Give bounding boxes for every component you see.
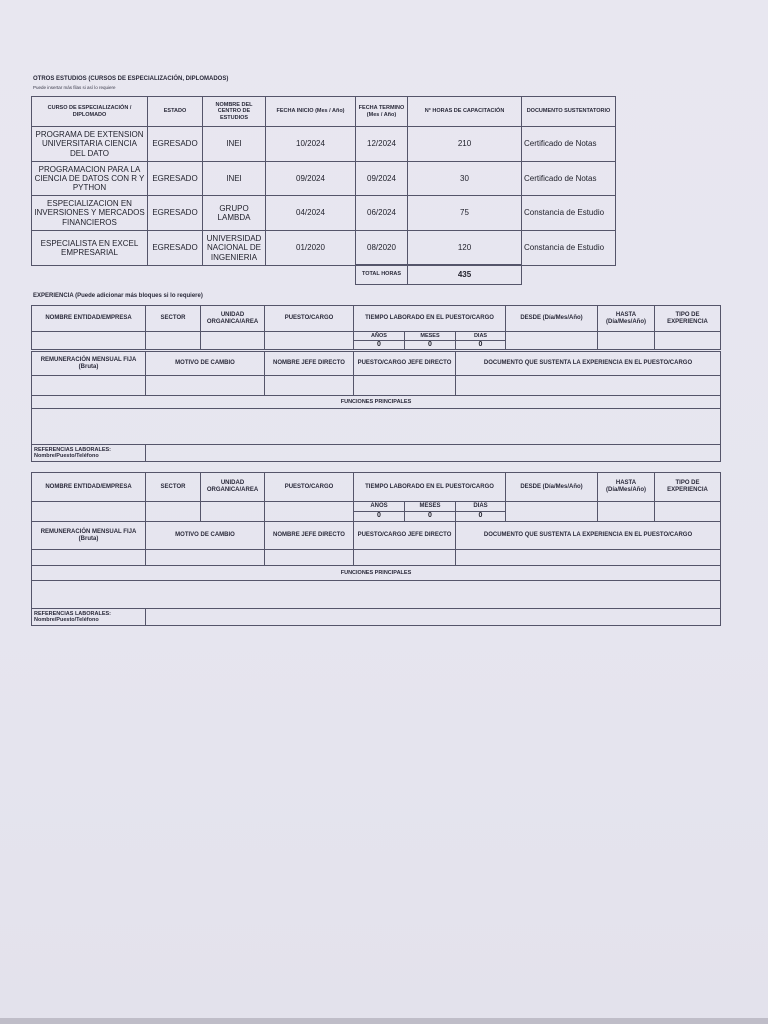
- horas-cell: 75: [408, 196, 522, 231]
- header-hasta: HASTA (Día/Mes/Año): [598, 473, 655, 502]
- otros-estudios-table: [31, 96, 616, 266]
- header-dias: DIAS: [456, 502, 506, 512]
- header-fecha-termino: FECHA TERMINO (Mes / Año): [356, 97, 408, 127]
- documento-cell: Certificado de Notas: [522, 127, 616, 162]
- curso-cell: ESPECIALISTA EN EXCEL EMPRESARIAL: [32, 231, 148, 266]
- header-unidad: UNIDAD ORGANICA/AREA: [201, 473, 265, 502]
- table-row: [32, 127, 616, 162]
- header-tipo: TIPO DE EXPERIENCIA: [655, 306, 721, 332]
- puesto-jefe-value-cell: [354, 550, 456, 566]
- estado-cell: EGRESADO: [148, 231, 203, 266]
- sector-value-cell: [146, 502, 201, 522]
- sector-value-cell: [146, 332, 201, 350]
- motivo-value-cell: [146, 550, 265, 566]
- header-documento-exp: DOCUMENTO QUE SUSTENTA LA EXPERIENCIA EN EL PUESTO/CARGO: [456, 352, 721, 376]
- dias-value: 0: [456, 512, 506, 522]
- header-referencias: REFERENCIAS LABORALES: Nombre/Puesto/Teléfono: [32, 445, 146, 462]
- tipo-value-cell: [655, 332, 721, 350]
- otros-estudios-title: OTROS ESTUDIOS (CURSOS DE ESPECIALIZACIÓN, DIPLOMADOS): [33, 76, 229, 82]
- curso-cell: PROGRAMACION PARA LA CIENCIA DE DATOS CON R Y PYTHON: [32, 162, 148, 196]
- fecha-inicio-cell: 09/2024: [266, 162, 356, 196]
- header-centro: NOMBRE DEL CENTRO DE ESTUDIOS: [203, 97, 266, 127]
- header-motivo: MOTIVO DE CAMBIO: [146, 352, 265, 376]
- header-funciones: FUNCIONES PRINCIPALES: [32, 396, 721, 409]
- experiencia-title: EXPERIENCIA (Puede adicionar más bloques si lo requiere): [33, 293, 203, 299]
- header-puesto: PUESTO/CARGO: [265, 306, 354, 332]
- desde-value-cell: [506, 502, 598, 522]
- fecha-termino-cell: 09/2024: [356, 162, 408, 196]
- horas-cell: 120: [408, 231, 522, 266]
- jefe-value-cell: [265, 376, 354, 396]
- documento-cell: Certificado de Notas: [522, 162, 616, 196]
- experiencia-block-2: [31, 472, 721, 522]
- header-documento: DOCUMENTO SUSTENTATORIO: [522, 97, 616, 127]
- header-hasta: HASTA (Día/Mes/Año): [598, 306, 655, 332]
- experiencia-block-1: [31, 305, 721, 350]
- header-curso: CURSO DE ESPECIALIZACIÓN / DIPLOMADO: [32, 97, 148, 127]
- header-desde: DESDE (Día/Mes/Año): [506, 473, 598, 502]
- fecha-termino-cell: 06/2024: [356, 196, 408, 231]
- anos-value: 0: [354, 341, 405, 350]
- estado-cell: EGRESADO: [148, 196, 203, 231]
- table-row: [32, 162, 616, 196]
- header-documento-exp: DOCUMENTO QUE SUSTENTA LA EXPERIENCIA EN EL PUESTO/CARGO: [456, 522, 721, 550]
- header-funciones: FUNCIONES PRINCIPALES: [32, 566, 721, 581]
- hasta-value-cell: [598, 332, 655, 350]
- header-motivo: MOTIVO DE CAMBIO: [146, 522, 265, 550]
- puesto-value-cell: [265, 332, 354, 350]
- table-row: [32, 231, 616, 266]
- fecha-inicio-cell: 10/2024: [266, 127, 356, 162]
- header-jefe: NOMBRE JEFE DIRECTO: [265, 352, 354, 376]
- horas-cell: 210: [408, 127, 522, 162]
- referencias-value-cell: [146, 445, 721, 462]
- meses-value: 0: [405, 512, 456, 522]
- fecha-inicio-cell: 01/2020: [266, 231, 356, 266]
- remuneracion-value-cell: [32, 550, 146, 566]
- header-puesto-jefe: PUESTO/CARGO JEFE DIRECTO: [354, 522, 456, 550]
- horas-cell: 30: [408, 162, 522, 196]
- remuneracion-value-cell: [32, 376, 146, 396]
- hasta-value-cell: [598, 502, 655, 522]
- unidad-value-cell: [201, 332, 265, 350]
- header-jefe: NOMBRE JEFE DIRECTO: [265, 522, 354, 550]
- documento-exp-value-cell: [456, 376, 721, 396]
- funciones-value-cell: [32, 581, 721, 609]
- tipo-value-cell: [655, 502, 721, 522]
- puesto-value-cell: [265, 502, 354, 522]
- header-anos: AÑOS: [354, 502, 405, 512]
- header-desde: DESDE (Día/Mes/Año): [506, 306, 598, 332]
- header-meses: MESES: [405, 332, 456, 341]
- header-puesto-jefe: PUESTO/CARGO JEFE DIRECTO: [354, 352, 456, 376]
- entidad-value-cell: [32, 332, 146, 350]
- centro-cell: INEI: [203, 162, 266, 196]
- curso-cell: ESPECIALIZACION EN INVERSIONES Y MERCADOS FINANCIEROS: [32, 196, 148, 231]
- puesto-jefe-value-cell: [354, 376, 456, 396]
- jefe-value-cell: [265, 550, 354, 566]
- header-horas: N° HORAS DE CAPACITACIÓN: [408, 97, 522, 127]
- entidad-value-cell: [32, 502, 146, 522]
- experiencia-block-1-row2: [31, 351, 721, 462]
- total-horas-label: TOTAL HORAS: [356, 265, 408, 285]
- header-remuneracion: REMUNERACIÓN MENSUAL FIJA (Bruta): [32, 522, 146, 550]
- header-anos: AÑOS: [354, 332, 405, 341]
- total-horas-value: 435: [408, 265, 522, 285]
- fecha-termino-cell: 08/2020: [356, 231, 408, 266]
- total-horas-table: [355, 264, 522, 285]
- table-row: [32, 196, 616, 231]
- header-tiempo: TIEMPO LABORADO EN EL PUESTO/CARGO: [354, 473, 506, 502]
- header-meses: MESES: [405, 502, 456, 512]
- header-referencias: REFERENCIAS LABORALES: Nombre/Puesto/Teléfono: [32, 609, 146, 626]
- header-entidad: NOMBRE ENTIDAD/EMPRESA: [32, 306, 146, 332]
- experiencia-block-2-row2: [31, 521, 721, 626]
- header-entidad: NOMBRE ENTIDAD/EMPRESA: [32, 473, 146, 502]
- documento-exp-value-cell: [456, 550, 721, 566]
- header-tipo: TIPO DE EXPERIENCIA: [655, 473, 721, 502]
- otros-estudios-subtitle: Puede insertar más filas si así lo requiere: [33, 85, 116, 90]
- anos-value: 0: [354, 512, 405, 522]
- documento-cell: Constancia de Estudio: [522, 231, 616, 266]
- centro-cell: UNIVERSIDAD NACIONAL DE INGENIERIA: [203, 231, 266, 266]
- estado-cell: EGRESADO: [148, 127, 203, 162]
- header-tiempo: TIEMPO LABORADO EN EL PUESTO/CARGO: [354, 306, 506, 332]
- header-fecha-inicio: FECHA INICIO (Mes / Año): [266, 97, 356, 127]
- funciones-value-cell: [32, 409, 721, 445]
- otros-estudios-header-row: [32, 97, 616, 127]
- fecha-inicio-cell: 04/2024: [266, 196, 356, 231]
- meses-value: 0: [405, 341, 456, 350]
- desde-value-cell: [506, 332, 598, 350]
- documento-cell: Constancia de Estudio: [522, 196, 616, 231]
- header-remuneracion: REMUNERACIÓN MENSUAL FIJA (Bruta): [32, 352, 146, 376]
- header-unidad: UNIDAD ORGANICA/AREA: [201, 306, 265, 332]
- referencias-value-cell: [146, 609, 721, 626]
- centro-cell: GRUPO LAMBDA: [203, 196, 266, 231]
- page-bottom-edge: [0, 1018, 768, 1024]
- header-sector: SECTOR: [146, 306, 201, 332]
- dias-value: 0: [456, 341, 506, 350]
- centro-cell: INEI: [203, 127, 266, 162]
- unidad-value-cell: [201, 502, 265, 522]
- motivo-value-cell: [146, 376, 265, 396]
- header-sector: SECTOR: [146, 473, 201, 502]
- header-estado: ESTADO: [148, 97, 203, 127]
- fecha-termino-cell: 12/2024: [356, 127, 408, 162]
- curso-cell: PROGRAMA DE EXTENSION UNIVERSITARIA CIENCIA DEL DATO: [32, 127, 148, 162]
- header-puesto: PUESTO/CARGO: [265, 473, 354, 502]
- header-dias: DIAS: [456, 332, 506, 341]
- estado-cell: EGRESADO: [148, 162, 203, 196]
